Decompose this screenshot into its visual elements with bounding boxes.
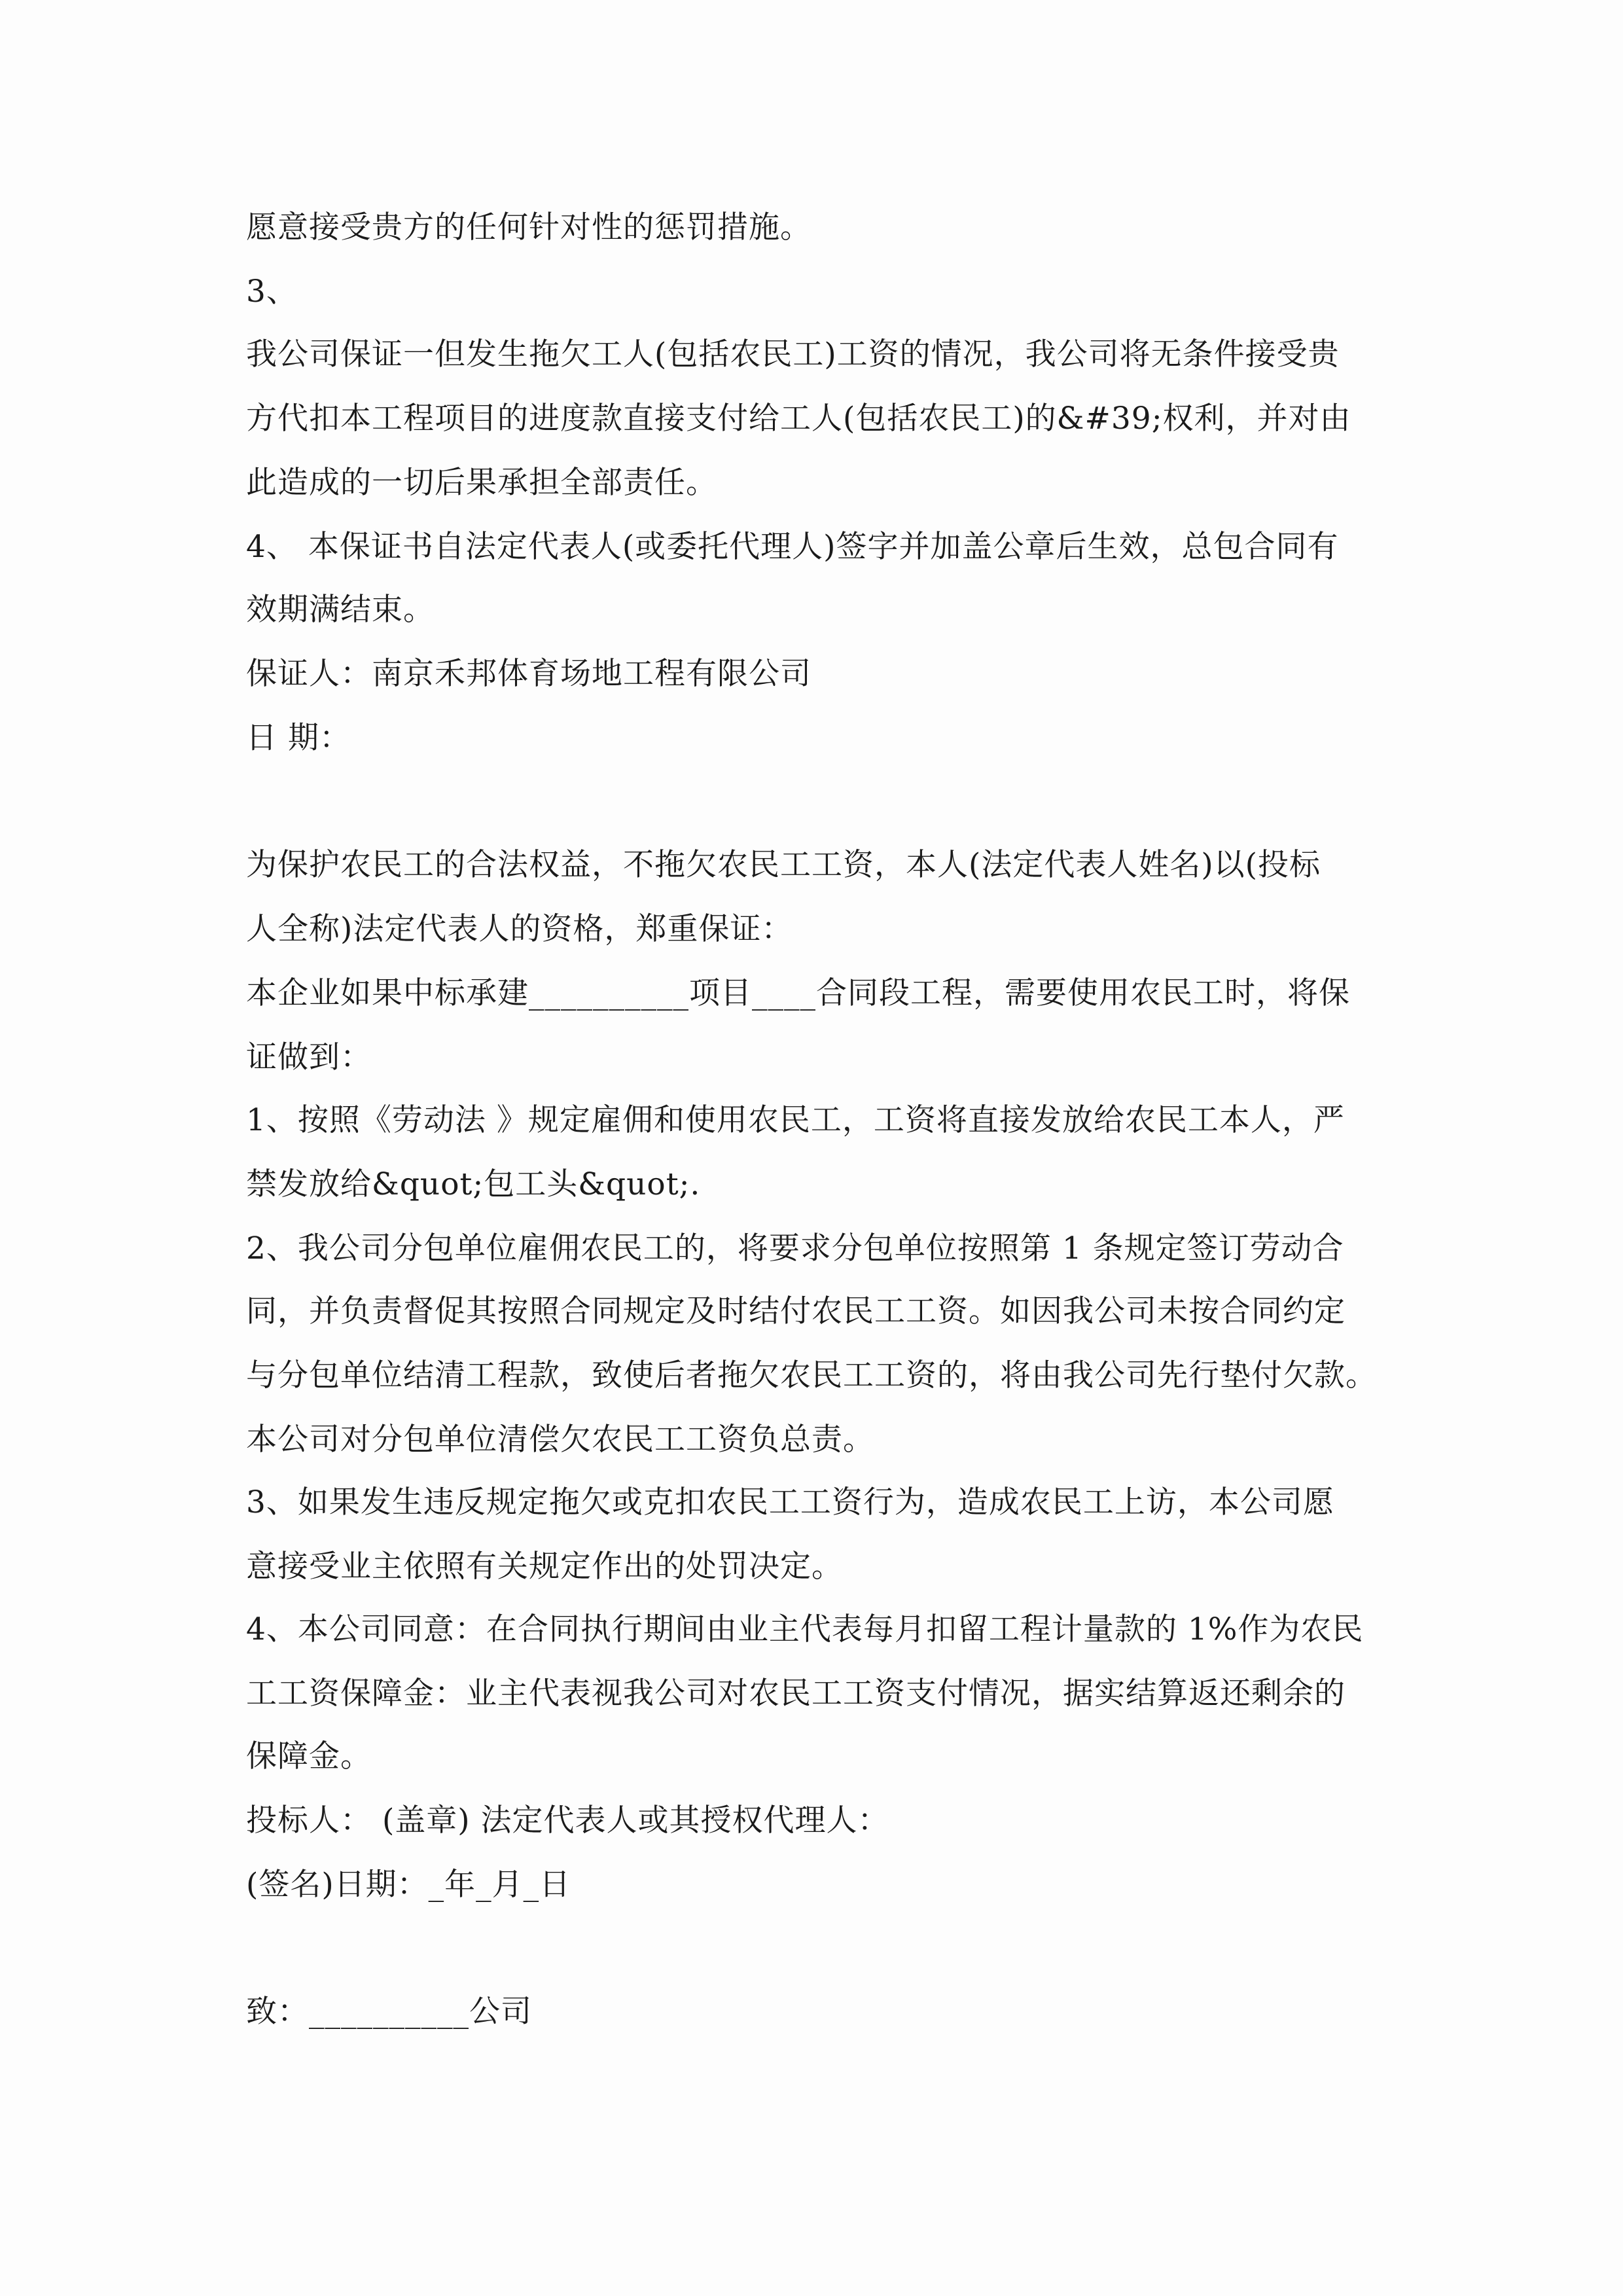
text-line: 投标人： (盖章) 法定代表人或其授权代理人： — [246, 1803, 889, 1839]
text-line: 4、本公司同意：在合同执行期间由业主代表每月扣留工程计量款的 1%作为农民 — [246, 1611, 1364, 1647]
text-line: 我公司保证一但发生拖欠工人(包括农民工)工资的情况，我公司将无条件接受贵 — [246, 336, 1340, 372]
text-line: 意接受业主依照有关规定作出的处罚决定。 — [246, 1549, 843, 1585]
text-line: 1、按照《劳动法 》规定雇佣和使用农民工，工资将直接发放给农民工本人，严 — [246, 1102, 1345, 1138]
text-line: 保证人：南京禾邦体育场地工程有限公司 — [246, 656, 812, 692]
text-line: 本公司对分包单位清偿欠农民工工资负总责。 — [246, 1422, 874, 1458]
text-line: 同，并负责督促其按照合同规定及时结付农民工工资。如因我公司未按合同约定 — [246, 1293, 1346, 1329]
text-line: 愿意接受贵方的任何针对性的惩罚措施。 — [246, 209, 812, 245]
text-line: 日 期： — [246, 720, 351, 756]
text-line: 与分包单位结清工程款，致使后者拖欠农民工工资的，将由我公司先行垫付欠款。 — [246, 1357, 1377, 1393]
text-line: 证做到： — [246, 1039, 372, 1075]
text-line: 此造成的一切后果承担全部责任。 — [246, 465, 717, 501]
text-line: 4、 本保证书自法定代表人(或委托代理人)签字并加盖公章后生效，总包合同有 — [246, 529, 1339, 565]
text-line: 效期满结束。 — [246, 592, 435, 628]
text-line: 为保护农民工的合法权益，不拖欠农民工工资，本人(法定代表人姓名)以(投标 — [246, 847, 1321, 883]
text-line: 方代扣本工程项目的进度款直接支付给工人(包括农民工)的&#39;权利，并对由 — [246, 401, 1351, 437]
text-line: 3、如果发生违反规定拖欠或克扣农民工工资行为，造成农民工上访，本公司愿 — [246, 1484, 1334, 1520]
text-line: 人全称)法定代表人的资格，郑重保证： — [246, 911, 793, 947]
text-line: 保障金。 — [246, 1738, 372, 1774]
text-line: 工工资保障金：业主代表视我公司对农民工工资支付情况，据实结算返还剩余的 — [246, 1676, 1346, 1712]
text-line: (签名)日期：_年_月_日 — [246, 1867, 571, 1903]
text-line: 2、我公司分包单位雇佣农民工的，将要求分包单位按照第 1 条规定签订劳动合 — [246, 1230, 1344, 1266]
text-line: 致：__________公司 — [246, 1994, 532, 2030]
text-line: 3、 — [246, 274, 298, 310]
text-line: 本企业如果中标承建__________项目____合同段工程，需要使用农民工时，将保 — [246, 975, 1350, 1011]
text-line: 禁发放给&quot;包工头&quot;. — [246, 1166, 701, 1202]
